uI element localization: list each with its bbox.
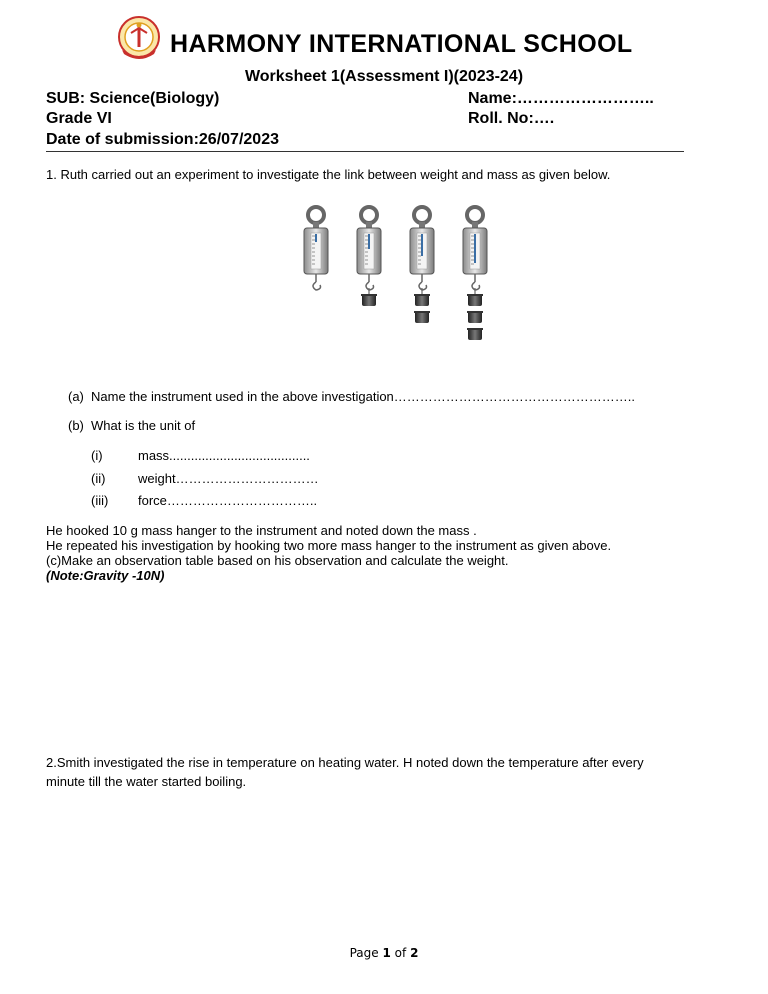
mass-rim [467,328,483,330]
mass-rim [467,294,483,296]
balance-neck [313,222,319,228]
hook [419,282,427,290]
part-b-item-number: (ii) [91,471,106,486]
header-divider [46,151,684,152]
balance-neck [366,222,372,228]
part-b-item-text: mass....................................... [138,448,310,463]
hook [366,282,374,290]
balance-neck [472,222,478,228]
gravity-note: (Note:Gravity -10N) [46,568,165,583]
question-2-line-2: minute till the water started boiling. [46,774,247,789]
mass-rim [467,311,483,313]
spring-balance [463,207,487,340]
mass-rim [414,294,430,296]
spring-balance [357,207,381,306]
mass-rim [414,311,430,313]
spring-balance-figure [292,204,502,370]
school-name: HARMONY INTERNATIONAL SCHOOL [170,30,633,58]
balance-ring [308,207,324,223]
balance-ring [414,207,430,223]
question-2-line-1: 2.Smith investigated the rise in temperature on heating water. H noted down the temperature after every [46,755,644,770]
paragraph-2: He repeated his investigation by hooking two more mass hanger to the instrument as given above. [46,538,612,553]
balance-neck [419,222,425,228]
spring-balance [410,207,434,323]
part-b-item-text: force…………………………….. [138,493,318,508]
part-b-item-number: (i) [91,448,103,463]
subject-label: SUB: Science(Biology) [46,90,220,107]
roll-number-field: Roll. No:…. [468,110,555,127]
spring-balance [304,207,328,290]
part-b-item-text: weight…………………………… [138,471,319,486]
name-field: Name:…………………….. [468,90,654,107]
mass-rim [361,294,377,296]
grade-label: Grade VI [46,110,112,127]
question-1-text: 1. Ruth carried out an experiment to investigate the link between weight and mass as given below. [46,167,611,182]
part-c-text: (c)Make an observation table based on his observation and calculate the weight. [46,553,509,568]
of-word: of [394,946,407,960]
balance-ring [361,207,377,223]
part-a-text: Name the instrument used in the above investigation……………………………………………….. [91,389,636,404]
page-number: 1 [382,946,391,960]
hook [472,282,480,290]
worksheet-title: Worksheet 1(Assessment I)(2023-24) [244,68,524,85]
hook [313,282,321,290]
page-footer [0,946,768,960]
part-b-item-number: (iii) [91,493,109,508]
page-word: Page [349,946,379,960]
part-b-text: What is the unit of [91,418,196,433]
submission-date: Date of submission:26/07/2023 [46,131,279,148]
part-b-label: (b) [68,418,84,433]
school-logo [116,16,162,62]
part-a-label: (a) [68,389,84,404]
page-total: 2 [410,946,419,960]
paragraph-1: He hooked 10 g mass hanger to the instrument and noted down the mass . [46,523,477,538]
balance-ring [467,207,483,223]
